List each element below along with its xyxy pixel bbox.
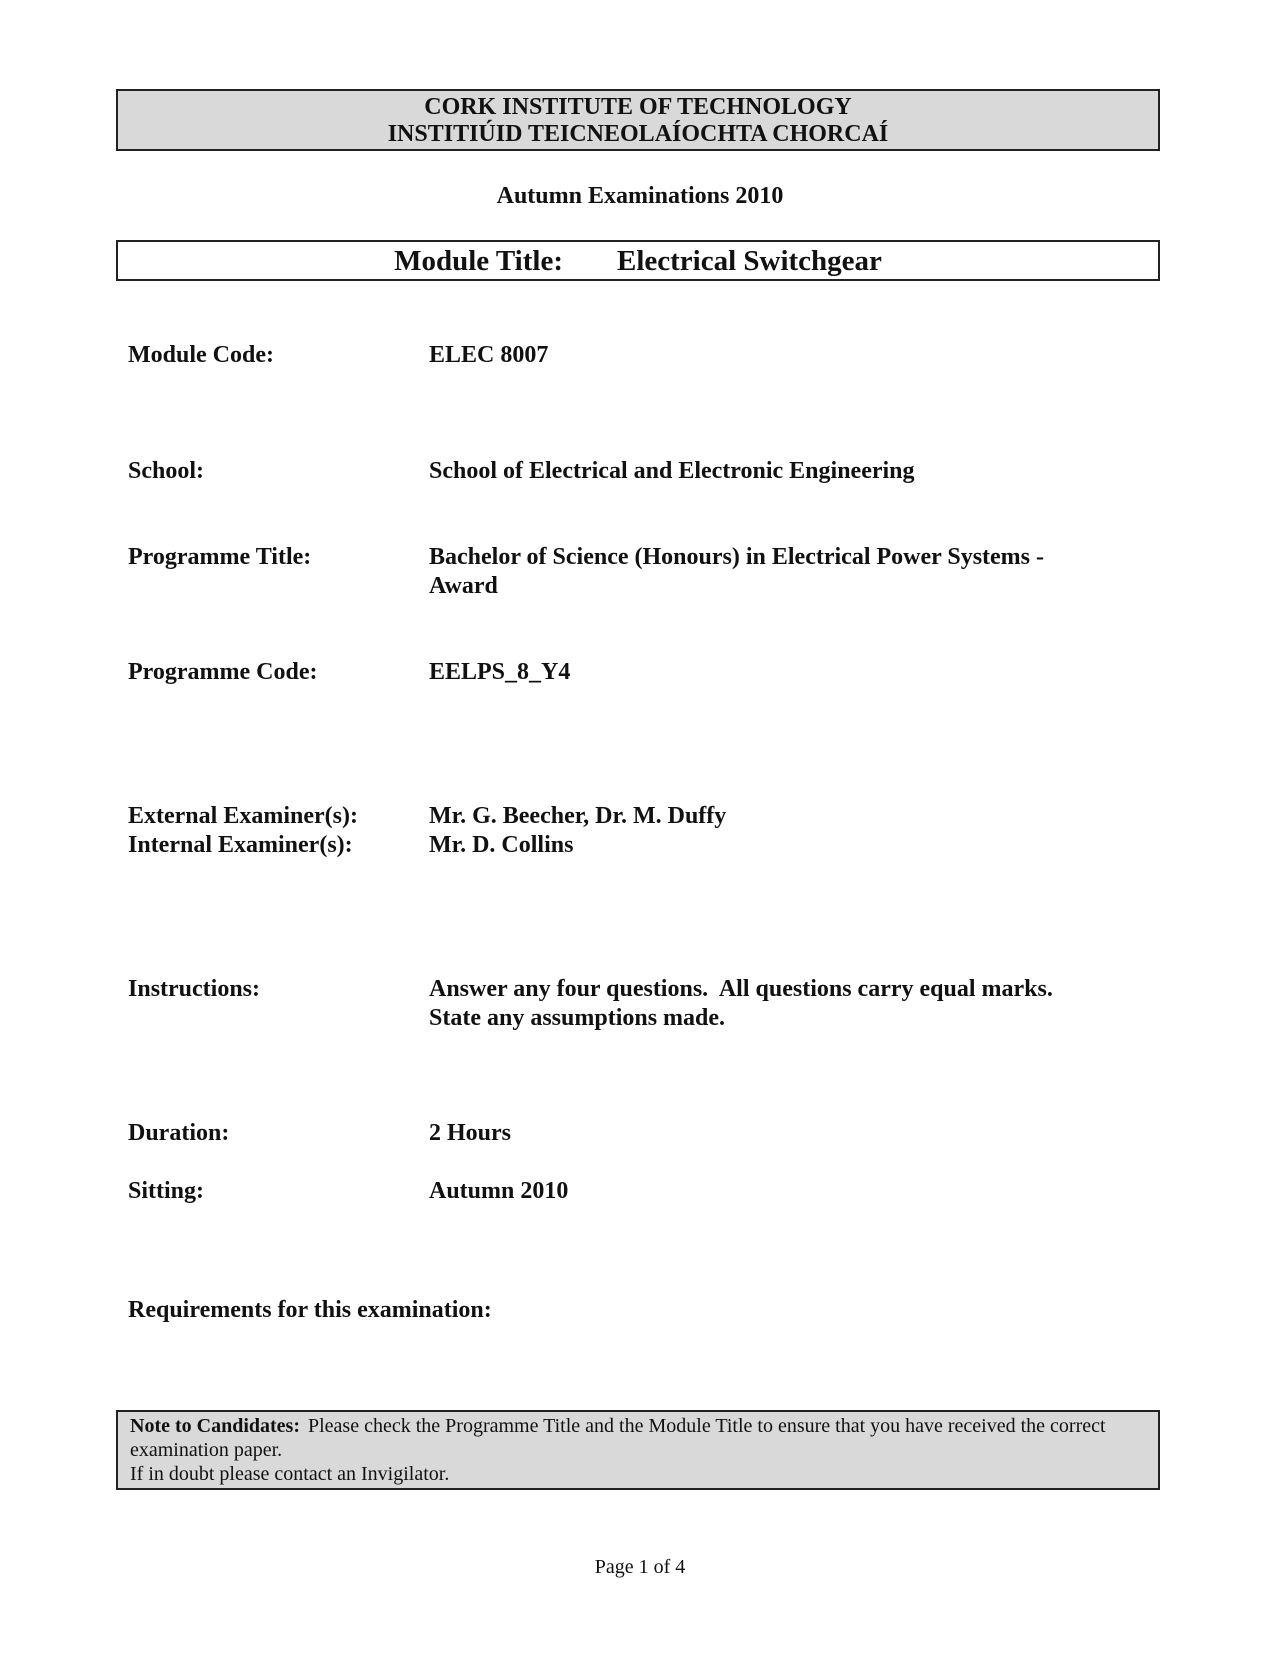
requirements-heading: Requirements for this examination: <box>128 1297 492 1323</box>
institution-name-irish: INSTITIÚID TEICNEOLAÍOCHTA CHORCAÍ <box>387 121 889 147</box>
programme-title-value: Bachelor of Science (Honours) in Electrical Power Systems - Award <box>429 544 1044 599</box>
external-examiners-value: Mr. G. Beecher, Dr. M. Duffy <box>429 803 727 829</box>
duration-label: Duration: <box>128 1120 230 1146</box>
note-line-2: If in doubt please contact an Invigilator. <box>130 1463 450 1485</box>
internal-examiners-value: Mr. D. Collins <box>429 832 574 858</box>
school-value: School of Electrical and Electronic Engineering <box>429 458 915 484</box>
institution-header <box>116 89 1160 151</box>
instructions-value <box>429 975 1089 1033</box>
page-number: Page 1 of 4 <box>594 1556 686 1578</box>
note-to-candidates-box <box>116 1410 1160 1490</box>
module-title-value: Electrical Switchgear <box>616 245 882 277</box>
sitting-label: Sitting: <box>128 1178 205 1204</box>
note-label: Note to Candidates: <box>130 1415 300 1437</box>
programme-title-label: Programme Title: <box>128 544 312 570</box>
school-label: School: <box>128 458 205 484</box>
instructions-line-2: State any assumptions made. <box>429 1005 726 1031</box>
instructions-label: Instructions: <box>128 976 261 1002</box>
programme-code-label: Programme Code: <box>128 659 318 685</box>
module-title-box <box>116 240 1160 281</box>
module-code-label: Module Code: <box>128 342 274 368</box>
note-text: Please check the Programme Title and the Module Title to ensure that you have received the correct examination paper. <box>130 1415 1106 1461</box>
institution-name-english: CORK INSTITUTE OF TECHNOLOGY <box>424 94 852 120</box>
external-examiners-label: External Examiner(s): <box>128 803 358 829</box>
sitting-value: Autumn 2010 <box>429 1178 569 1204</box>
programme-code-value: EELPS_8_Y4 <box>429 659 571 685</box>
module-code-value: ELEC 8007 <box>429 342 549 368</box>
module-title-label: Module Title: <box>394 245 563 277</box>
instructions-line-1: Answer any four questions. All questions carry equal marks. <box>429 976 1053 1002</box>
exam-session-title: Autumn Examinations 2010 <box>496 183 784 209</box>
duration-value: 2 Hours <box>429 1120 512 1146</box>
internal-examiners-label: Internal Examiner(s): <box>128 832 353 858</box>
